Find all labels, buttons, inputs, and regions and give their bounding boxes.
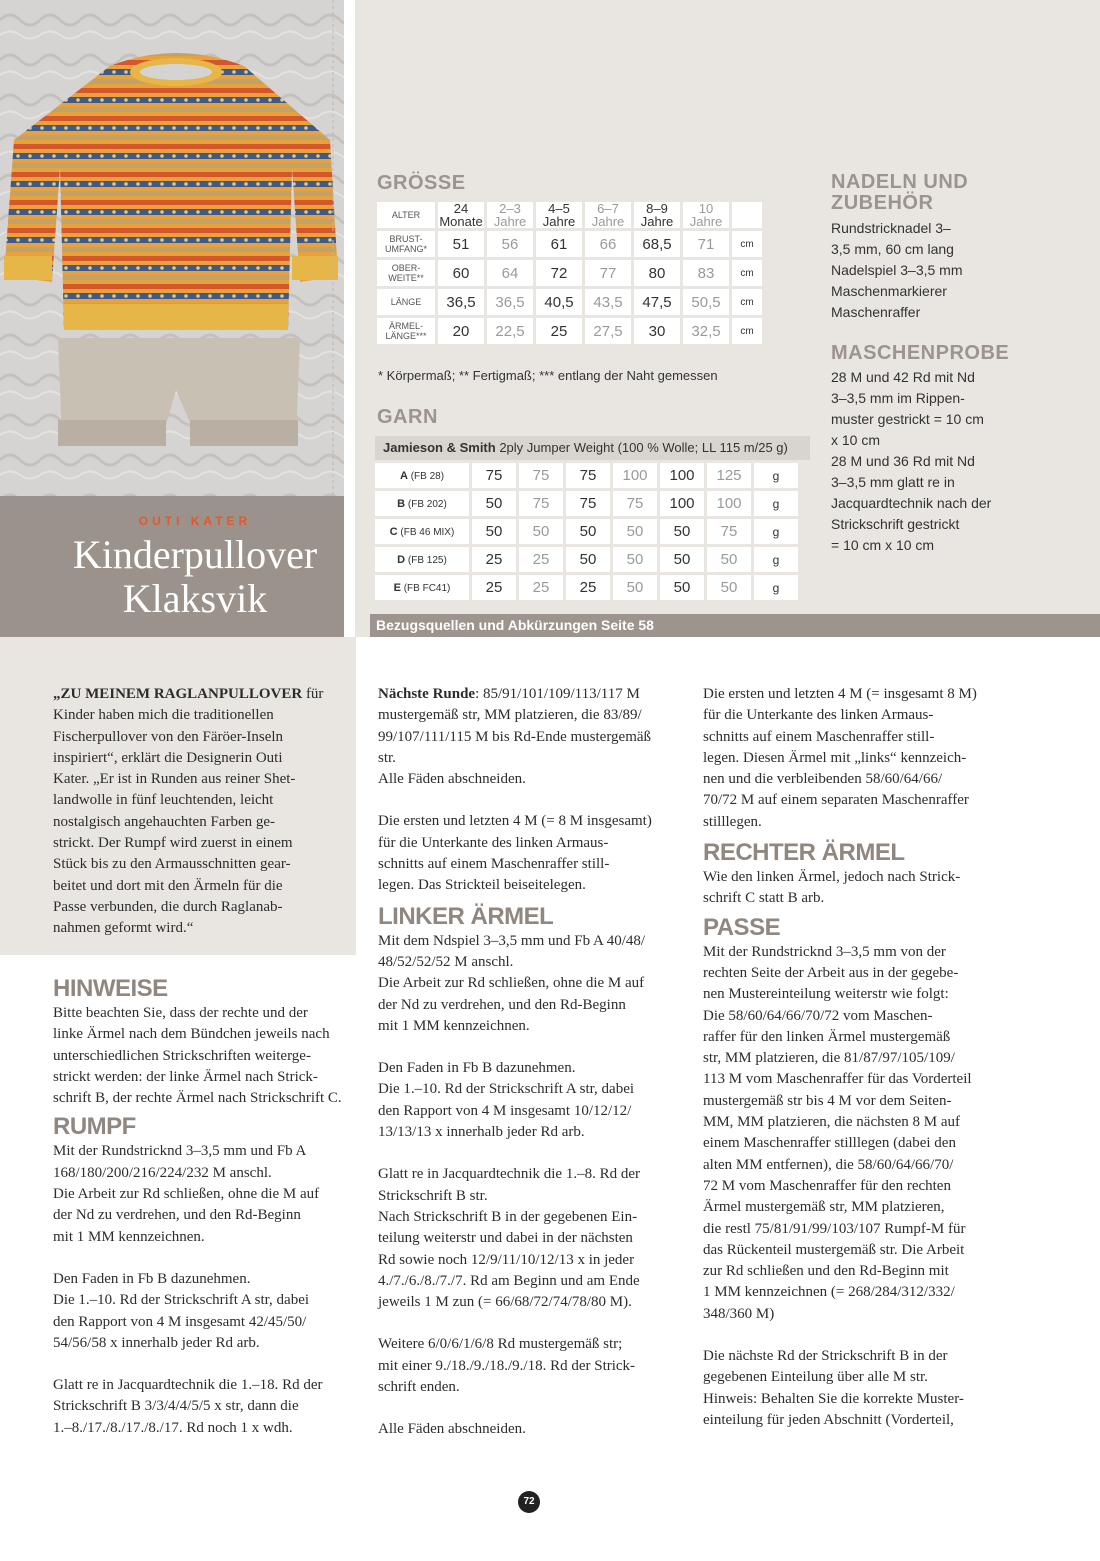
size-value: 71 <box>683 231 729 257</box>
row-label: ÄRMEL- LÄNGE*** <box>377 318 435 344</box>
yarn-label: A (FB 28) <box>375 463 469 488</box>
size-value: 20 <box>438 318 484 344</box>
size-value: 68,5 <box>634 231 680 257</box>
row-label: LÄNGE <box>377 289 435 315</box>
size-value: 36,5 <box>438 289 484 315</box>
size-header-row <box>377 202 762 228</box>
yarn-value: 25 <box>566 575 610 600</box>
unit-cell: g <box>754 575 798 600</box>
maschenprobe-heading: MASCHENPROBE <box>831 342 1010 364</box>
page-number: 72 <box>518 1491 540 1513</box>
yarn-value: 50 <box>707 547 751 572</box>
yarn-row <box>375 463 798 488</box>
size-value: 66 <box>585 231 631 257</box>
column-1: HINWEISE Bitte beachten Sie, dass der rechte und der linke Ärmel nach dem Bündchen jeweils nach unterschiedlichen Strickschriften weiterge- strickt werden: der linke Ärmel nach Strick- schrift B, der rechte Ärmel nach Strickschrift C. RUMPF Mit der Rundstricknd 3–3,5 mm und Fb A 168/180/200/216/224/232 M anschl. Die Arbeit zur Rd schließen, ohne die M auf der Nd zu verdrehen, und den Rd-Beginn mit 1 MM kennzeichnen. Den Faden in Fb B dazunehmen. Die 1.–10. Rd der Strickschrift A str, dabei den Rapport von 4 M insgesamt 42/45/50/ 54/56/58 x innerhalb jeder Rd arb. Glatt re in Jacquardtechnik die 1.–18. Rd der Strickschrift B 3/3/4/4/5/5 x str, dann die 1.–8./17./8./17./8./17. Rd noch 1 x wdh. <box>53 975 358 1439</box>
unit-cell: cm <box>732 318 762 344</box>
garn-heading: GARN <box>377 406 438 428</box>
yarn-value: 125 <box>707 463 751 488</box>
yarn-value: 50 <box>519 519 563 544</box>
yarn-value: 100 <box>660 463 704 488</box>
size-value: 80 <box>634 260 680 286</box>
yarn-label: C (FB 46 MIX) <box>375 519 469 544</box>
alter-label: ALTER <box>377 202 435 228</box>
page-title <box>0 533 390 621</box>
yarn-value: 50 <box>472 519 516 544</box>
size-row <box>377 231 762 257</box>
size-value: 43,5 <box>585 289 631 315</box>
yarn-label: D (FB 125) <box>375 547 469 572</box>
age-cell: 24 Monate <box>439 201 483 229</box>
yarn-value: 100 <box>613 463 657 488</box>
unit-cell: g <box>754 463 798 488</box>
age-cell: 10 Jahre <box>683 202 729 228</box>
size-value: 60 <box>438 260 484 286</box>
yarn-value: 75 <box>519 491 563 516</box>
yarn-value: 75 <box>519 463 563 488</box>
yarn-value: 75 <box>707 519 751 544</box>
unit-cell: cm <box>732 260 762 286</box>
yarn-value: 50 <box>613 519 657 544</box>
size-value: 50,5 <box>683 289 729 315</box>
size-value: 47,5 <box>634 289 680 315</box>
yarn-value: 100 <box>660 491 704 516</box>
size-table <box>374 199 765 347</box>
yarn-value: 50 <box>613 575 657 600</box>
size-footnote: * Körpermaß; ** Fertigmaß; *** entlang der Naht gemessen <box>378 368 718 383</box>
column-3: Die ersten und letzten 4 M (= insgesamt 8 M) für die Unterkante des linken Armaus- schnitts auf einem Maschenraffer still- legen. Diesen Ärmel mit „links“ kennzeich- nen und die verbleibenden 58/60/64/66/ 70/72 M auf einem separaten Maschenraffer stilllegen. RECHTER ÄRMEL Wie den linken Ärmel, jedoch nach Strick- schrift C statt B arb. PASSE Mit der Rundstricknd 3–3,5 mm von der rechten Seite der Arbeit aus in der gegebe- nen Mustereinteilung weiterstr wie folgt: Die 58/60/64/66/70/72 vom Maschen- raffer für den linken Ärmel mustergemäß str, MM platzieren, die 81/87/97/105/109/ 113 M vom Maschenraffer für das Vorderteil mustergemäß str bis 4 M vor dem Seiten- MM, MM platzieren, die nächsten 8 M auf einem Maschenraffer stilllegen (dabei den alten MM entfernen), die 58/60/64/66/70/ 72 M vom Maschenraffer für den rechten Ärmel mustergemäß str, MM platzieren, die restl 75/81/91/99/103/107 Rumpf-M für das Rückenteil mustergemäß str. Die Arbeit zur Rd schließen und den Rd-Beginn mit 1 MM kennzeichnen (= 268/284/312/332/ 348/360 M) Die nächste Rd der Strickschrift B in der gegebenen Einteilung über alle M str. Hinweis: Behalten Sie die korrekte Muster- einteilung für jeden Abschnitt (Vorderteil, <box>703 684 1013 1431</box>
yarn-value: 50 <box>660 547 704 572</box>
yarn-value: 50 <box>472 491 516 516</box>
yarn-value: 25 <box>472 575 516 600</box>
hinweise-heading: HINWEISE <box>53 975 168 1002</box>
size-value: 36,5 <box>487 289 533 315</box>
row-label: BRUST- UMFANG* <box>377 231 435 257</box>
size-value: 72 <box>536 260 582 286</box>
nadeln-heading: NADELN UND ZUBEHÖR <box>831 171 969 214</box>
age-cell: 2–3 Jahre <box>487 202 533 228</box>
title-line-2: Klaksvik <box>122 576 268 621</box>
yarn-value: 75 <box>472 463 516 488</box>
yarn-value: 50 <box>660 519 704 544</box>
sweater-photo <box>0 0 344 496</box>
empty-cell <box>732 202 762 228</box>
rumpf-heading: RUMPF <box>53 1113 136 1141</box>
size-value: 77 <box>585 260 631 286</box>
size-value: 64 <box>487 260 533 286</box>
yarn-value: 25 <box>472 547 516 572</box>
yarn-row <box>375 575 798 600</box>
unit-cell: g <box>754 547 798 572</box>
size-value: 22,5 <box>487 318 533 344</box>
author-name: OUTI KATER <box>138 514 252 528</box>
yarn-row <box>375 519 798 544</box>
column-2: Nächste Runde: 85/91/101/109/113/117 M mustergemäß str, MM platzieren, die 83/89/ 99/107/111/115 M bis Rd-Ende mustergemäß str. Alle Fäden abschneiden. Die ersten und letzten 4 M (= 8 M insgesamt) für die Unterkante des linken Armaus- schnitts auf einem Maschenraffer still- legen. Das Strickteil beiseitelegen. LINKER ÄRMEL Mit dem Ndspiel 3–3,5 mm und Fb A 40/48/ 48/52/52/52 M anschl. Die Arbeit zur Rd schließen, ohne die M auf der Nd zu verdrehen, und den Rd-Beginn mit 1 MM kennzeichnen. Den Faden in Fb B dazunehmen. Die 1.–10. Rd der Strickschrift A str, dabei den Rapport von 4 M insgesamt 10/12/12/ 13/13/13 x innerhalb jeder Rd arb. Glatt re in Jacquardtechnik die 1.–8. Rd der Strickschrift B str. Nach Strickschrift B in der gegebenen Ein- teilung weiterstr und dabei in der nächsten Rd sowie noch 12/9/11/10/12/13 x in jeder 4./7./6./8./7./7. Rd am Beginn und am Ende jeweils 1 M zun (= 66/68/72/74/78/80 M). Weitere 6/0/6/1/6/8 Rd mustergemäß str; mit einer 9./18./9./18./9./18. Rd der Strick- schrift enden. Alle Fäden abschneiden. <box>378 684 683 1441</box>
yarn-value: 50 <box>566 547 610 572</box>
yarn-value: 25 <box>519 575 563 600</box>
source-bar: Bezugsquellen und Abkürzungen Seite 58 <box>370 614 1100 637</box>
yarn-label: B (FB 202) <box>375 491 469 516</box>
size-value: 32,5 <box>683 318 729 344</box>
groesse-heading: GRÖSSE <box>377 172 466 194</box>
yarn-value: 100 <box>707 491 751 516</box>
age-cell: 6–7 Jahre <box>585 202 631 228</box>
intro-text: „ZU MEINEM RAGLANPULLOVER für Kinder haben mich die traditionellen Fischerpullover von den Färöer-Inseln inspiriert“, erklärt die Designerin Outi Kater. „Er ist in Runden aus reiner Shet- landwolle in fünf leuchtenden, leicht nostalgisch angehauchten Farben ge- strickt. Der Rumpf wird zuerst in einem Stück bis zu den Armausschnitten gear- beitet und dort mit den Ärmeln für die Passe verbunden, die durch Raglanab- nahmen geformt wird.“ <box>53 686 324 937</box>
row-label: OBER- WEITE** <box>377 260 435 286</box>
yarn-value: 50 <box>660 575 704 600</box>
yarn-description: Jamieson & Smith 2ply Jumper Weight (100 % Wolle; LL 115 m/25 g) <box>375 436 810 460</box>
size-value: 61 <box>536 231 582 257</box>
passe-heading: PASSE <box>703 913 781 941</box>
yarn-value: 50 <box>566 519 610 544</box>
size-value: 30 <box>634 318 680 344</box>
size-value: 83 <box>683 260 729 286</box>
size-value: 27,5 <box>585 318 631 344</box>
size-value: 51 <box>438 231 484 257</box>
unit-cell: g <box>754 519 798 544</box>
size-row <box>377 289 762 315</box>
yarn-row <box>375 491 798 516</box>
yarn-label: E (FB FC41) <box>375 575 469 600</box>
size-value: 25 <box>536 318 582 344</box>
yarn-value: 50 <box>613 547 657 572</box>
sweater-illustration <box>0 0 344 496</box>
size-row <box>377 318 762 344</box>
size-row <box>377 260 762 286</box>
age-cell: 8–9 Jahre <box>634 202 680 228</box>
size-value: 56 <box>487 231 533 257</box>
yarn-row <box>375 547 798 572</box>
yarn-value: 75 <box>613 491 657 516</box>
unit-cell: g <box>754 491 798 516</box>
age-cell: 4–5 Jahre <box>536 202 582 228</box>
unit-cell: cm <box>732 289 762 315</box>
maschenprobe-text: 28 M und 42 Rd mit Nd 3–3,5 mm im Rippen- muster gestrickt = 10 cm x 10 cm 28 M und 36 Rd mit Nd 3–3,5 mm glatt re in Jacquardtechnik nach der Strickschrift gestrickt = 10 cm x 10 cm <box>831 369 992 553</box>
yarn-table <box>372 460 801 603</box>
size-value: 40,5 <box>536 289 582 315</box>
yarn-value: 50 <box>707 575 751 600</box>
yarn-value: 75 <box>566 491 610 516</box>
rechter-aermel-heading: RECHTER ÄRMEL <box>703 839 905 867</box>
yarn-value: 25 <box>519 547 563 572</box>
yarn-value: 75 <box>566 463 610 488</box>
linker-aermel-heading: LINKER ÄRMEL <box>378 902 554 930</box>
unit-cell: cm <box>732 231 762 257</box>
nadeln-list: Rundstricknadel 3– 3,5 mm, 60 cm lang Nadelspiel 3–3,5 mm Maschenmarkierer Maschenraffer <box>831 220 963 320</box>
title-line-1: Kinderpullover <box>72 532 318 577</box>
